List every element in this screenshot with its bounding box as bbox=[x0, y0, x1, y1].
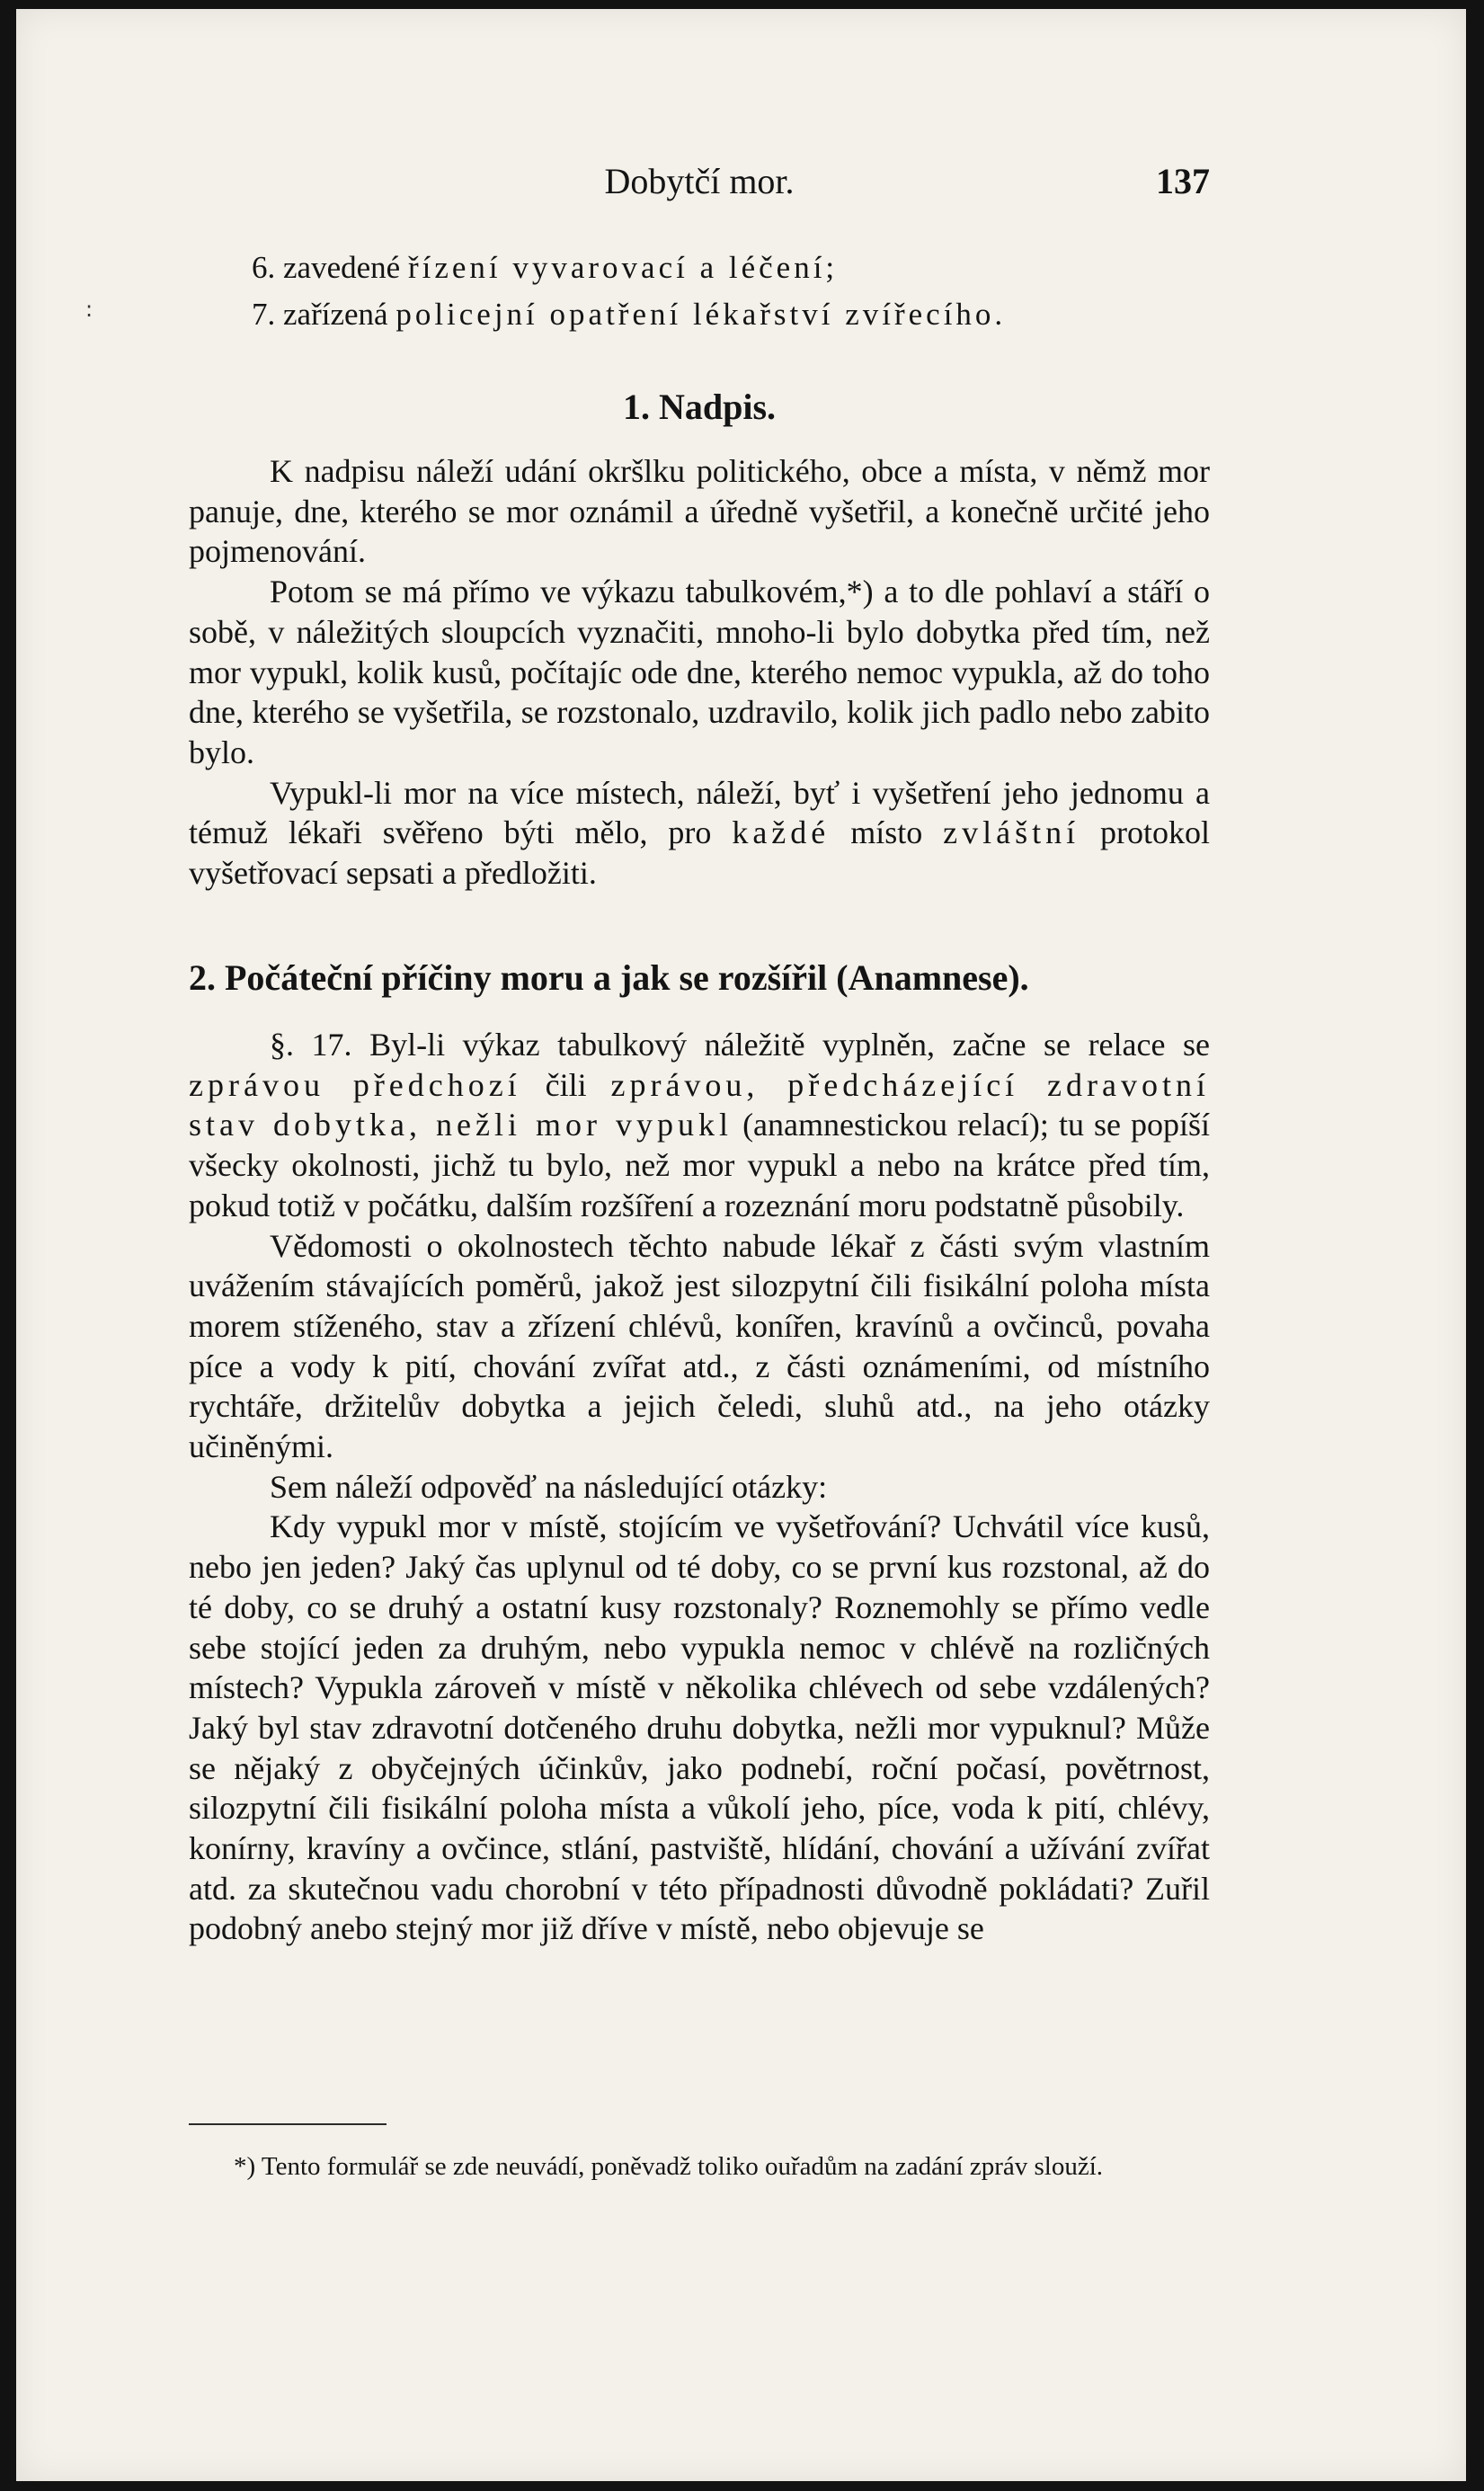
list-item-prefix: zavedené bbox=[283, 250, 401, 285]
list-item-number: 6. bbox=[252, 250, 276, 285]
spaced-text: zprávou, předcházející zdravotní stav dobytka, nežli mor vypukl bbox=[189, 1066, 1210, 1143]
footnote-rule bbox=[189, 2123, 387, 2125]
section-1-body bbox=[189, 451, 1210, 894]
paragraph: Kdy vypukl mor v místě, stojícím ve vyšetřování? Uchvátil více kusů, nebo jen jeden? Jaký čas uplynul od té doby, co se první kus rozstonal, až do té doby, co se druhý a ostatní kusy rozstonaly? Roznemohly se přímo vedle sebe stojící jeden za druhým, nebo vypukla nemoc v chlévě na rozličných místech? Vypukla zároveň v místě v několika chlévech od sebe vzdálených? Jaký byl stav zdravotní dotčeného druhu dobytka, nežli mor vypuknul? Může se nějaký z obyčejných účinkův, jako podnebí, roční počasí, povětrnost, silozpytní čili fisikální poloha místa a vůkolí jeho, píce, voda k pití, chlévy, konírny, kravíny a ovčince, stlání, pastviště, hlídání, chování a užívání zvířat atd. za skutečnou vadu chorobní v této případnosti důvodně pokládati? Zuřil podobný anebo stejný mor již dříve v místě, nebo objevuje se bbox=[189, 1508, 1210, 1947]
spaced-text: každé bbox=[732, 814, 831, 851]
list-item-emph: policejní opatření lékařství zvířecího. bbox=[395, 297, 1007, 332]
spaced-text: zprávou předchozí bbox=[189, 1066, 521, 1103]
paragraph: K nadpisu náleží udání okršlku politického, obce a místa, v němž mor panuje, dne, kterého se mor oznámil a úředně vyšetřil, a konečně určité jeho pojmenování. bbox=[189, 453, 1210, 570]
paragraph: Vědomosti o okolnostech těchto nabude lékař z části svým vlastním uvážením stávajících poměrů, jakož jest silozpytní čili fisikální poloha místa morem stíženého, stav a zřízení chlévů, konířen, kravínů a ovčinců, povaha píce a vody k pití, chování zvířat atd., z části oznámeními, od místního rychtáře, držitelův dobytka a jejich čeledi, sluhů atd., na jeho otázky učiněnými. bbox=[189, 1227, 1210, 1465]
section-heading-1: 1. Nadpis. bbox=[622, 387, 777, 427]
margin-mark-left: : bbox=[85, 297, 93, 322]
paragraph bbox=[189, 773, 1210, 894]
spaced-text: zvláštní bbox=[943, 814, 1080, 851]
running-title: Dobytčí mor. bbox=[604, 161, 795, 201]
paragraph bbox=[189, 1025, 1210, 1226]
list-item bbox=[252, 245, 1210, 291]
numbered-list bbox=[252, 245, 1210, 338]
paragraph: Potom se má přímo ve výkazu tabulkovém,*) a to dle pohlaví a stáří o sobě, v náležitých sloupcích vyznačiti, mnoho-li bylo dobytka před tím, než mor vypukl, kolik kusů, počítajíc ode dne, kterého nemoc vypukla, až do toho dne, kterého se vyšetřila, se rozstonalo, uzdravilo, kolik jich padlo nebo zabito bylo. bbox=[189, 574, 1210, 770]
text-run: protokol vyšetřovací sepsati a předložiti. bbox=[189, 814, 1211, 892]
section-2-body bbox=[189, 1025, 1210, 1949]
text-run: Vypukl-li mor na více místech, náleží, byť i vyšetření jeho jednomu a témuž lékaři svěřeno býti mělo, pro bbox=[189, 774, 1210, 851]
paragraph: Sem náleží odpověď na následující otázky: bbox=[270, 1468, 828, 1505]
text-run: (anamnestickou relací); tu se popíší všecky okolnosti, jichž tu bylo, než mor vypukl a nebo na krátce před tím, pokud totiž v počátku, dalším rozšíření a rozeznání moru podstatně působily. bbox=[189, 1107, 1210, 1223]
footnote: *) Tento formulář se zde neuvádí, poněvadž toliko ouřadům na zadání zpráv slouží. bbox=[234, 2152, 1103, 2181]
list-item-prefix: zařízená bbox=[283, 297, 388, 332]
text-run: §. 17. Byl-li výkaz tabulkový náležitě vyplněn, začne se relace se bbox=[270, 1027, 1210, 1063]
running-header bbox=[189, 160, 1210, 214]
list-item-emph: řízení vyvarovací a léčení; bbox=[407, 250, 839, 285]
list-item bbox=[252, 291, 1210, 338]
text-run: čili bbox=[545, 1066, 587, 1103]
section-heading-2: 2. Počáteční příčiny moru a jak se rozšířil (Anamnese). bbox=[189, 957, 1029, 998]
list-item-number: 7. bbox=[252, 297, 276, 332]
page-number: 137 bbox=[1156, 161, 1210, 201]
text-run: místo bbox=[850, 814, 923, 851]
